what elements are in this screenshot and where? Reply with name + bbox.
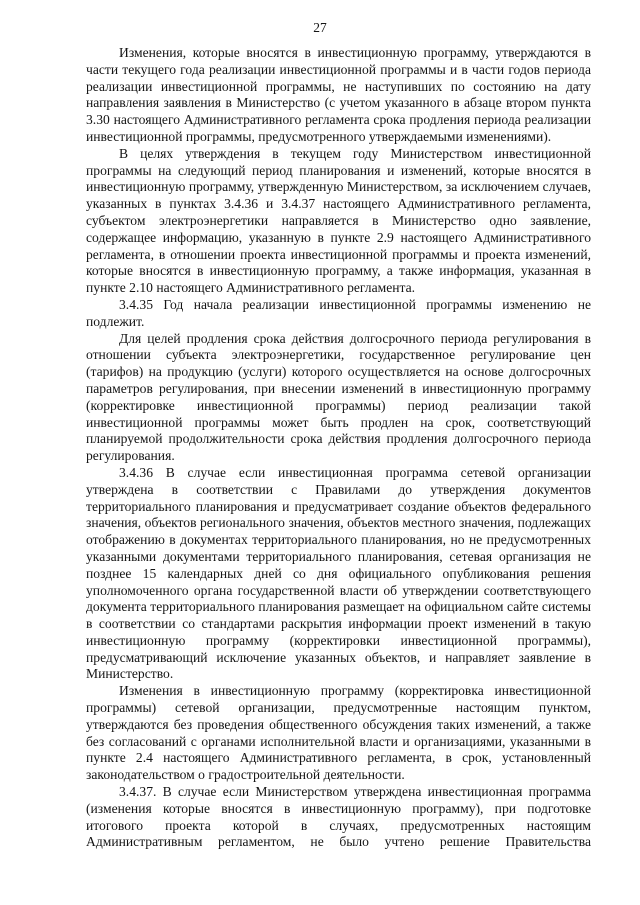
paragraph-3-4-35: 3.4.35 Год начала реализации инвестиционной программы изменению не подлежит. bbox=[86, 296, 591, 329]
paragraph-3-4-36: 3.4.36 В случае если инвестиционная программа сетевой организации утверждена в соответствии с Правилами до утверждения документов территориального планирования и предусматривает создание объектов федерального значения, объектов регионального значения, объектов местного значения, подлежащих отображению в документах территориального планирования, но не предусмотренных указанными документами территориального планирования, сетевая организация не позднее 15 календарных дней со дня официального опубликования решения уполномоченного органа государственной власти об утверждении соответствующего документа территориального планирования размещает на официальном сайте системы в соответствии со стандартами раскрытия информации проект изменений в такую инвестиционную программу (корректировки инвестиционной программы), предусматривающий исключение указанных объектов, и направляет заявление в Министерство. bbox=[86, 464, 591, 682]
paragraph-changes-approval: Изменения, которые вносятся в инвестиционную программу, утверждаются в части текущего года реализации инвестиционной программы и в части годов периода реализации инвестиционной программы, не наступивших по состоянию на дату направления заявления в Министерство (с учетом указанного в абзаце втором пункта 3.30 настоящего Административного регламента срока продления периода реализации инвестиционной программы, предусмотренного утверждаемыми изменениями). bbox=[86, 45, 591, 144]
page-number: 27 bbox=[313, 20, 327, 35]
paragraph-3-4-37: 3.4.37. В случае если Министерством утверждена инвестиционная программа (изменения которые вносятся в инвестиционную программу), при подготовке итогового проекта которой в случаях, предусмотренных настоящим Административным регламентом, не было учтено решение Правительства bbox=[86, 784, 591, 850]
paragraph-period-extension: Для целей продления срока действия долгосрочного периода регулирования в отношении субъекта электроэнергетики, государственное регулирование цен (тарифов) на продукцию (услуги) которого осуществляется на основе долгосрочных параметров регулирования, при внесении изменений в инвестиционную программу (корректировке инвестиционной программы) период реализации такой инвестиционной программы может быть продлен на срок, соответствующий планируемой продолжительности срока действия продления долгосрочного периода регулирования. bbox=[86, 330, 591, 464]
paragraph-changes-without-discussion: Изменения в инвестиционную программу (корректировка инвестиционной программы) сетевой организации, предусмотренные настоящим пунктом, утверждаются без проведения общественного обсуждения таких изменений, а также без согласований с органами исполнительной власти и организациями, указанными в пункте 2.4 настоящего Административного регламента, в срок, установленный законодательством о градостроительной деятельности. bbox=[86, 683, 591, 783]
body-text bbox=[86, 45, 591, 851]
paragraph-single-application: В целях утверждения в текущем году Министерством инвестиционной программы на следующий период планирования и изменений, которые вносятся в инвестиционную программу, утвержденную Министерством, за исключением случаев, указанных в пунктах 3.4.36 и 3.4.37 настоящего Административного регламента, субъектом электроэнергетики направляется в Министерство одно заявление, содержащее информацию, указанную в пункте 2.9 настоящего Административного регламента, в отношении проекта инвестиционной программы и проекта изменений, которые вносятся в инвестиционную программу, а также информация, указанная в пункте 2.10 настоящего Административного регламента. bbox=[86, 145, 591, 296]
